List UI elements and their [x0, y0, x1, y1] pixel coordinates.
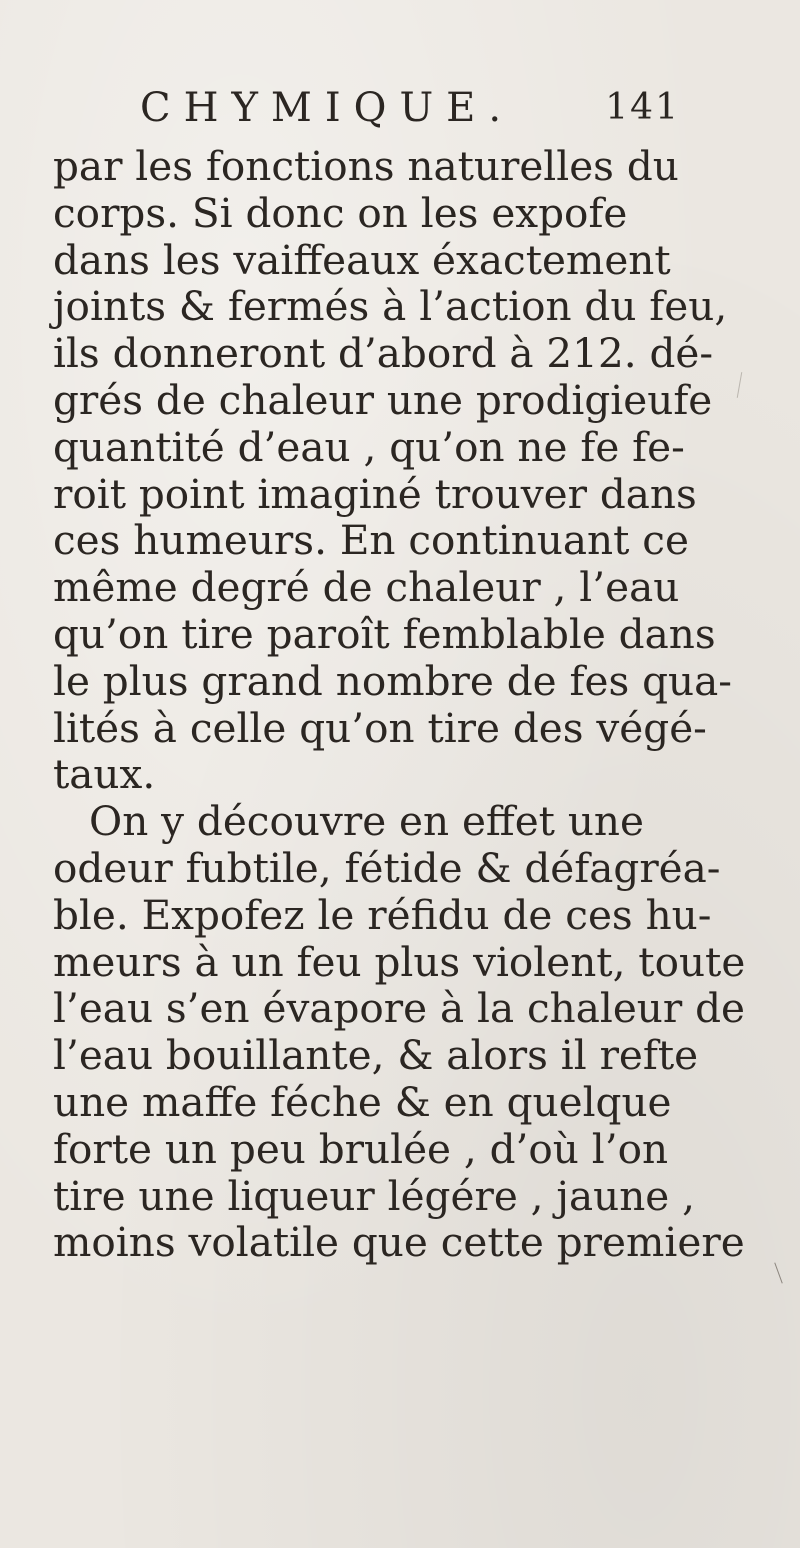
text-line: même degré de chaleur , l’eau — [53, 563, 680, 612]
text-line: odeur fubtile, fétide & défagréa- — [53, 843, 721, 892]
text-line: roit point imaginé trouver dans — [53, 469, 697, 518]
text-line: grés de chaleur une prodigieufe — [53, 375, 713, 424]
paragraph-start-line: On y découvre en effet une — [89, 797, 644, 846]
text-line: ble. Expofez le réfidu de ces hu- — [53, 890, 712, 939]
text-line: ces humeurs. En continuant ce — [53, 516, 689, 565]
text-line: une maffe féche & en quelque — [53, 1077, 672, 1126]
page-number: 141 — [605, 87, 680, 128]
text-line: par les fonctions naturelles du — [53, 142, 679, 190]
text-line: ils donneront d’abord à 212. dé- — [53, 329, 714, 378]
text-line: le plus grand nombre de fes qua- — [53, 656, 732, 705]
text-line: l’eau s’en évapore à la chaleur de — [53, 984, 746, 1033]
text-line: quantité d’eau , qu’on ne fe fe- — [53, 422, 685, 471]
page-header — [140, 78, 680, 138]
text-line: forte un peu brulée , d’où l’on — [53, 1124, 669, 1173]
body-text — [53, 143, 753, 1266]
text-line: moins volatile que cette premiere — [53, 1218, 745, 1267]
text-line: tire une liqueur légére , jaune , — [53, 1171, 695, 1220]
text-line: meurs à un feu plus violent, toute — [53, 937, 746, 986]
text-line: joints & fermés à l’action du feu, — [53, 282, 728, 331]
text-line: corps. Si donc on les expofe — [53, 188, 628, 237]
paper-mark — [774, 1262, 782, 1283]
text-line: lités à celle qu’on tire des végé- — [53, 703, 707, 752]
text-line: taux. — [53, 750, 156, 799]
running-head: CHYMIQUE. — [140, 85, 515, 131]
text-line: dans les vaiffeaux éxactement — [53, 235, 671, 284]
text-line: l’eau bouillante, & alors il refte — [53, 1031, 699, 1080]
text-line: qu’on tire paroît femblable dans — [53, 609, 716, 658]
